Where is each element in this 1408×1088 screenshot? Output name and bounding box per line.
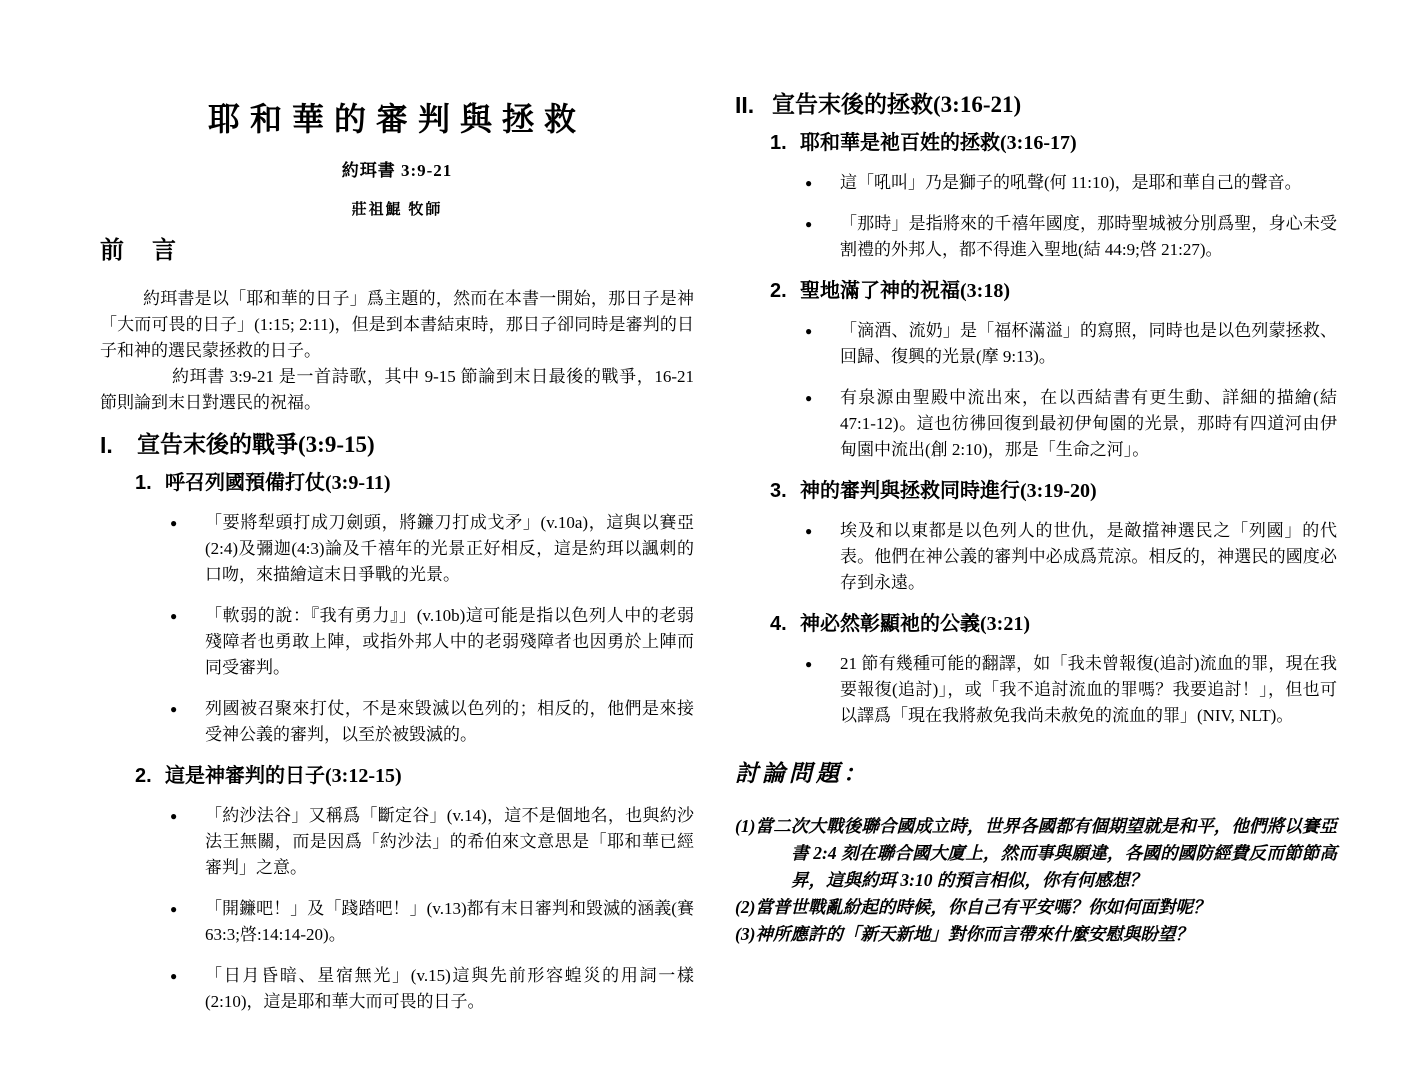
bullet-icon: ● <box>805 324 813 338</box>
preface-paragraph: 約珥書是以「耶和華的日子」爲主題的，然而在本書一開始，那日子是神「大而可畏的日子」(1:15; 2:11)，但是到本書結束時，那日子卻同時是審判的日子和神的選民蒙拯救的日子。 <box>100 289 694 360</box>
subsection-number: 1. <box>770 132 787 154</box>
subsection-heading <box>770 611 1337 637</box>
bullet-text: 這「吼叫」乃是獅子的吼聲(何 11:10)，是耶和華自己的聲音。 <box>840 173 1302 192</box>
subsection-number: 4. <box>770 613 787 635</box>
subsection-heading <box>770 478 1337 504</box>
bullet-text: 有泉源由聖殿中流出來，在以西結書有更生動、詳細的描繪(結 47:1-12)。這也彷彿回復到最初伊甸園的光景，那時有四道河由伊甸園中流出(創 2:10)，那是「生命之河」。 <box>840 388 1337 459</box>
bullet-item <box>735 318 1337 370</box>
preface-body <box>100 286 694 416</box>
bullet-text: 「約沙法谷」又稱爲「斷定谷」(v.14)，這不是個地名，也與約沙法王無關，而是因爲「約沙法」的希伯來文意思是「耶和華已經審判」之意。 <box>205 806 694 877</box>
bullet-icon: ● <box>805 176 813 190</box>
bullet-text: 「軟弱的說：『我有勇力』」(v.10b)這可能是指以色列人中的老弱殘障者也勇敢上陣，或指外邦人中的老弱殘障者也因勇於上陣而同受審判。 <box>205 606 694 677</box>
bullet-item <box>735 385 1337 463</box>
section-numeral: II. <box>735 92 755 118</box>
subsection-heading <box>770 278 1337 304</box>
document-header <box>100 98 694 220</box>
bullet-list <box>735 170 1337 263</box>
bullet-icon: ● <box>805 657 813 671</box>
discussion-questions <box>735 813 1337 948</box>
scripture-reference: 約珥書 3:9-21 <box>341 161 453 180</box>
bullet-item <box>100 896 694 948</box>
bullet-item <box>735 518 1337 596</box>
subsection-title: 這是神審判的日子(3:12-15) <box>165 765 402 787</box>
section-numeral: I. <box>100 432 113 458</box>
bullet-text: 「開鐮吧！」及「踐踏吧！」(v.13)都有末日審判和毀滅的涵義(賽 63:3;啓:14:14-20)。 <box>205 899 694 944</box>
bullet-icon: ● <box>805 391 813 405</box>
bullet-icon: ● <box>805 217 813 231</box>
preface-paragraph: 約珥書 3:9-21 是一首詩歌，其中 9-15 節論到末日最後的戰爭，16-21 節則論到末日對選民的祝福。 <box>100 367 694 412</box>
bullet-item <box>100 510 694 588</box>
bullet-item <box>735 651 1337 729</box>
discussion-question: (1)當二次大戰後聯合國成立時，世界各國都有個期望就是和平，他們將以賽亞書 2:4 刻在聯合國大廈上，然而事與願違，各國的國防經費反而節節高昇，這與約珥 3:10 的預言相似，你有何感想？ <box>735 816 1337 890</box>
bullet-text: 「那時」是指將來的千禧年國度，那時聖城被分別爲聖，身心未受割禮的外邦人，都不得進入聖地(結 44:9;啓 21:27)。 <box>840 214 1337 259</box>
subsection-title: 耶和華是祂百姓的拯救(3:16-17) <box>800 132 1077 154</box>
author-name: 莊祖鯤 牧師 <box>351 202 443 218</box>
bullet-list <box>735 318 1337 463</box>
bullet-item <box>100 696 694 748</box>
bullet-icon: ● <box>805 524 813 538</box>
subsection-heading <box>135 470 694 496</box>
bullet-icon: ● <box>170 516 178 530</box>
discussion-section <box>735 759 1337 948</box>
discussion-heading: 討論問題： <box>735 761 870 786</box>
bullet-icon: ● <box>170 969 178 983</box>
subsection-heading <box>770 130 1337 156</box>
bullet-list <box>100 803 694 1015</box>
subsection-title: 神的審判與拯救同時進行(3:19-20) <box>800 480 1097 502</box>
bullet-item <box>735 211 1337 263</box>
subsection-title: 神必然彰顯祂的公義(3:21) <box>800 613 1030 635</box>
bullet-icon: ● <box>170 902 178 916</box>
subsection-heading <box>135 763 694 789</box>
section-title: 宣告末後的戰爭(3:9-15) <box>137 432 375 457</box>
bullet-item <box>100 963 694 1015</box>
bullet-text: 21 節有幾種可能的翻譯，如「我未曾報復(追討)流血的罪，現在我要報復(追討)」，或「我不追討流血的罪嗎？我要追討！」，但也可以譯爲「現在我將赦免我尚未赦免的流血的罪」(NIV, NLT)。 <box>840 654 1337 725</box>
page-title: 耶和華的審判與拯救 <box>207 101 586 137</box>
section-title: 宣告末後的拯救(3:16-21) <box>772 92 1022 117</box>
bullet-text: 列國被召聚來打仗，不是來毀滅以色列的；相反的，他們是來接受神公義的審判，以至於被毀滅的。 <box>205 699 694 744</box>
bullet-list <box>735 651 1337 729</box>
bullet-text: 「要將犁頭打成刀劍頭，將鐮刀打成戈矛」(v.10a)，這與以賽亞(2:4)及彌迦(4:3)論及千禧年的光景正好相反，這是約珥以諷刺的口吻，來描繪這末日爭戰的光景。 <box>205 513 694 584</box>
subsection-title: 聖地滿了神的祝福(3:18) <box>800 280 1010 302</box>
section-heading <box>735 90 1337 120</box>
bullet-item <box>100 603 694 681</box>
subsection-number: 2. <box>135 765 152 787</box>
right-column <box>735 90 1337 948</box>
bullet-item <box>100 803 694 881</box>
preface-heading: 前 言 <box>100 238 178 264</box>
bullet-icon: ● <box>170 702 178 716</box>
bullet-text: 埃及和以東都是以色列人的世仇，是敵擋神選民之「列國」的代表。他們在神公義的審判中必成爲荒涼。相反的，神選民的國度必存到永遠。 <box>840 521 1337 592</box>
section-end-time-salvation <box>735 90 1337 729</box>
discussion-question: (3)神所應許的「新天新地」對你而言帶來什麼安慰與盼望？ <box>735 924 1193 944</box>
bullet-item <box>735 170 1337 196</box>
subsection-number: 3. <box>770 480 787 502</box>
bullet-icon: ● <box>170 609 178 623</box>
bullet-icon: ● <box>170 809 178 823</box>
subsection-title: 呼召列國預備打仗(3:9-11) <box>165 472 391 494</box>
bullet-text: 「日月昏暗、星宿無光」(v.15)這與先前形容蝗災的用詞一樣(2:10)，這是耶和華大而可畏的日子。 <box>205 966 694 1011</box>
discussion-question: (2)當普世戰亂紛起的時候，你自己有平安嗎？你如何面對呢？ <box>735 897 1211 917</box>
bullet-text: 「滴酒、流奶」是「福杯滿溢」的寫照，同時也是以色列蒙拯救、回歸、復興的光景(摩 9:13)。 <box>840 321 1337 366</box>
section-heading <box>100 430 694 460</box>
subsection-number: 2. <box>770 280 787 302</box>
left-column <box>100 98 694 1030</box>
subsection-number: 1. <box>135 472 152 494</box>
section-end-time-war <box>100 430 694 1015</box>
bullet-list <box>100 510 694 748</box>
bullet-list <box>735 518 1337 596</box>
